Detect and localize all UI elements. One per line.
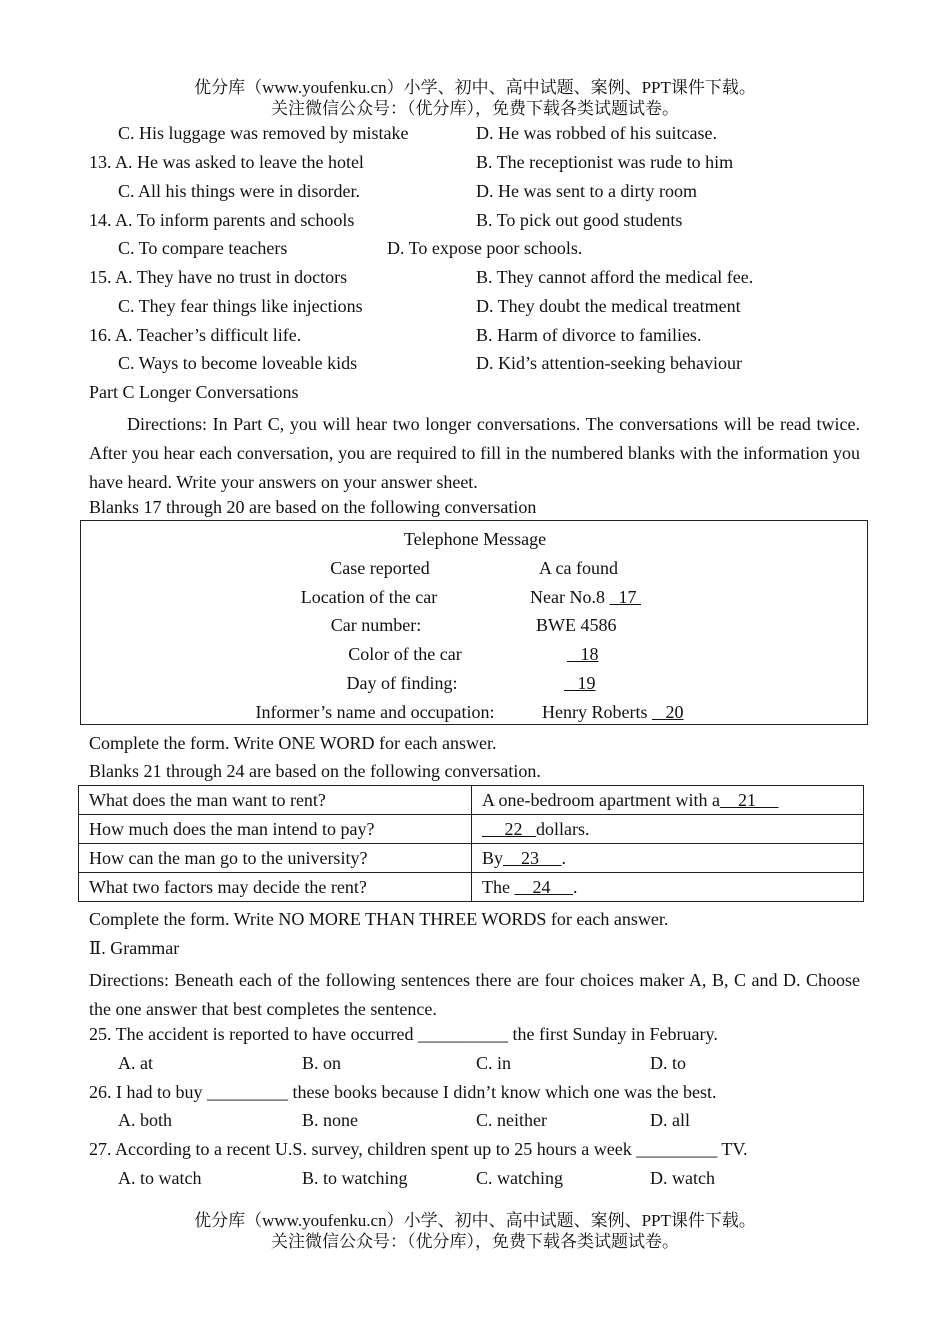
- q27-option-a: A. to watch: [118, 1168, 202, 1188]
- answer-prefix: By: [482, 847, 504, 868]
- q25-option-d: D. to: [650, 1053, 686, 1073]
- q27-option-c: C. watching: [476, 1168, 563, 1188]
- q14-option-d: D. To expose poor schools.: [387, 238, 583, 258]
- header-line-1: 优分库（www.youfenku.cn）小学、初中、高中试题、案例、PPT课件下载。: [194, 78, 756, 97]
- location-value-text: Near No.8: [530, 587, 605, 607]
- q27-option-b: B. to watching: [302, 1168, 408, 1188]
- rent-answer: [472, 844, 864, 873]
- form-value-location: [530, 586, 641, 608]
- q13-option-b: B. The receptionist was rude to him: [476, 152, 734, 172]
- conv1-note: Complete the form. Write ONE WORD for each answer.: [89, 733, 497, 753]
- form-label-car-number: Car number:: [330, 615, 422, 635]
- conv1-intro: Blanks 17 through 20 are based on the following conversation: [89, 497, 537, 517]
- rent-answer: [472, 786, 864, 815]
- blank-20[interactable]: 20: [651, 702, 684, 722]
- q13-option-a: A. He was asked to leave the hotel: [115, 152, 364, 172]
- q14-number: 14.: [89, 210, 112, 230]
- q15-option-d: D. They doubt the medical treatment: [476, 296, 741, 316]
- q14-option-b: B. To pick out good students: [476, 210, 683, 230]
- rent-answer: [472, 815, 864, 844]
- blank-22[interactable]: 22: [482, 818, 536, 839]
- q15-number: 15.: [89, 267, 112, 287]
- q26-option-c: C. neither: [476, 1110, 547, 1130]
- q13-stem: [89, 151, 364, 173]
- q15-option-c: C. They fear things like injections: [118, 296, 363, 316]
- q25-option-b: B. on: [302, 1053, 342, 1073]
- q15-option-a: A. They have no trust in doctors: [115, 267, 348, 287]
- informer-name-text: Henry Roberts: [542, 702, 648, 722]
- answer-prefix: The: [482, 876, 515, 897]
- q25-option-a: A. at: [118, 1053, 153, 1073]
- footer-line-1: 优分库（www.youfenku.cn）小学、初中、高中试题、案例、PPT课件下载。: [194, 1211, 756, 1230]
- form-label-color: Color of the car: [348, 644, 462, 664]
- form-value-car-number: BWE 4586: [536, 615, 617, 635]
- q12-option-d: D. He was robbed of his suitcase.: [476, 123, 717, 143]
- answer-suffix: .: [572, 876, 578, 897]
- q13-option-c: C. All his things were in disorder.: [118, 181, 360, 201]
- rent-form-table: [78, 785, 864, 902]
- blank-24[interactable]: 24: [514, 876, 573, 897]
- q13-option-d: D. He was sent to a dirty room: [476, 181, 697, 201]
- q12-option-c: C. His luggage was removed by mistake: [118, 123, 409, 143]
- q14-option-c: C. To compare teachers: [118, 238, 288, 258]
- q27-stem: 27. According to a recent U.S. survey, children spent up to 25 hours a week _________ TV.: [89, 1139, 748, 1159]
- q26-option-d: D. all: [650, 1110, 690, 1130]
- q26-option-b: B. none: [302, 1110, 358, 1130]
- q16-option-a: A. Teacher’s difficult life.: [115, 325, 302, 345]
- form-value-informer: [542, 701, 683, 723]
- answer-prefix: A one-bedroom apartment with a: [482, 789, 720, 810]
- blank-23[interactable]: 23: [503, 847, 562, 868]
- q25-option-c: C. in: [476, 1053, 512, 1073]
- form-value-case-reported: A ca found: [539, 558, 618, 578]
- table-row: [79, 873, 864, 902]
- blank-17[interactable]: 17: [609, 587, 641, 607]
- q13-number: 13.: [89, 152, 112, 172]
- footer-line-2: 关注微信公众号：（优分库），免费下载各类试题试卷。: [271, 1232, 679, 1251]
- q26-stem: 26. I had to buy _________ these books because I didn’t know which one was the best.: [89, 1082, 717, 1102]
- table-row: [79, 844, 864, 873]
- rent-answer: [472, 873, 864, 902]
- rent-question: What does the man want to rent?: [79, 786, 472, 815]
- q14-stem: [89, 209, 354, 231]
- q16-option-b: B. Harm of divorce to families.: [476, 325, 702, 345]
- q25-stem: 25. The accident is reported to have occurred __________ the first Sunday in February.: [89, 1024, 718, 1044]
- q26-option-a: A. both: [118, 1110, 172, 1130]
- table-row: [79, 815, 864, 844]
- answer-suffix: dollars.: [536, 818, 590, 839]
- form-label-location: Location of the car: [300, 587, 438, 607]
- table-row: [79, 786, 864, 815]
- telephone-message-form: [80, 520, 868, 725]
- q15-stem: [89, 266, 347, 288]
- q16-number: 16.: [89, 325, 112, 345]
- q14-option-a: A. To inform parents and schools: [115, 210, 355, 230]
- answer-suffix: .: [561, 847, 567, 868]
- q27-option-d: D. watch: [650, 1168, 715, 1188]
- q16-stem: [89, 324, 301, 346]
- form-label-case-reported: Case reported: [330, 558, 430, 578]
- q15-option-b: B. They cannot afford the medical fee.: [476, 267, 754, 287]
- conv2-note: Complete the form. Write NO MORE THAN THREE WORDS for each answer.: [89, 909, 669, 929]
- grammar-title: Ⅱ. Grammar: [89, 938, 180, 958]
- rent-question: How can the man go to the university?: [79, 844, 472, 873]
- rent-question: How much does the man intend to pay?: [79, 815, 472, 844]
- blank-18[interactable]: 18: [567, 644, 599, 664]
- q16-option-d: D. Kid’s attention-seeking behaviour: [476, 353, 742, 373]
- q16-option-c: C. Ways to become loveable kids: [118, 353, 358, 373]
- rent-question: What two factors may decide the rent?: [79, 873, 472, 902]
- blank-19[interactable]: 19: [564, 673, 596, 693]
- header-line-2: 关注微信公众号：（优分库），免费下载各类试题试卷。: [271, 99, 679, 118]
- form-label-day: Day of finding:: [346, 673, 458, 693]
- blank-21[interactable]: 21: [719, 789, 779, 810]
- part-c-title: Part C Longer Conversations: [89, 382, 299, 402]
- conv2-intro: Blanks 21 through 24 are based on the following conversation.: [89, 761, 541, 781]
- part-c-directions: Directions: In Part C, you will hear two longer conversations. The conversations will be read twice. After you hear each conversation, you are required to fill in the numbered blanks with the information you have heard. Write your answers on your answer sheet.: [89, 414, 860, 492]
- form-label-informer: Informer’s name and occupation:: [255, 702, 495, 722]
- grammar-directions: Directions: Beneath each of the following sentences there are four choices maker A, B, C and D. Choose the one answer that best completes the sentence.: [89, 970, 860, 1019]
- telephone-form-title: Telephone Message: [403, 529, 547, 549]
